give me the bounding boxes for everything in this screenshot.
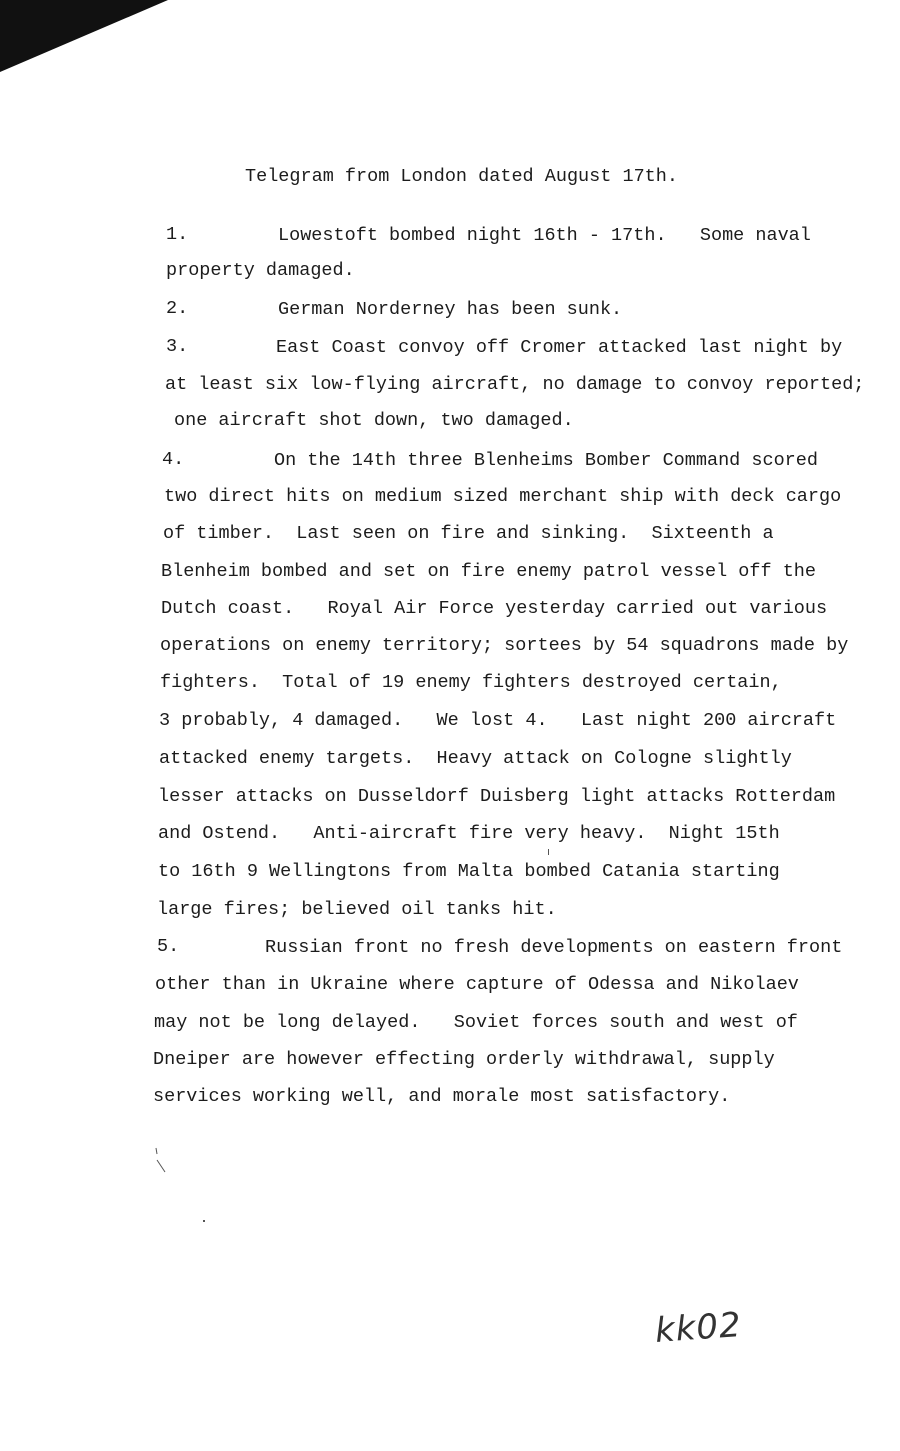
paragraph-number-5: 5. [157, 936, 180, 957]
paragraph-4-line-9: attacked enemy targets. Heavy attack on Cologne slightly [159, 748, 792, 769]
paragraph-number-3: 3. [166, 336, 189, 357]
paragraph-5-line-3: may not be long delayed. Soviet forces south and west of [154, 1012, 798, 1033]
paragraph-4-line-6: operations on enemy territory; sortees by 54 squadrons made by [160, 635, 849, 656]
scan-speck [548, 849, 549, 855]
paragraph-4-line-10: lesser attacks on Dusseldorf Duisberg light attacks Rotterdam [158, 786, 836, 807]
paragraph-number-1: 1. [166, 224, 189, 245]
paragraph-4-line-11: and Ostend. Anti-aircraft fire very heavy. Night 15th [158, 823, 780, 844]
paragraph-5-line-1: Russian front no fresh developments on eastern front [265, 937, 843, 958]
paragraph-4-line-1: On the 14th three Blenheims Bomber Command scored [274, 450, 818, 471]
paragraph-number-4: 4. [162, 449, 185, 470]
paragraph-4-line-3: of timber. Last seen on fire and sinking. Sixteenth a [163, 523, 774, 544]
handwritten-reference: kk02 [653, 1305, 743, 1351]
paragraph-4-line-8: 3 probably, 4 damaged. We lost 4. Last night 200 aircraft [159, 710, 837, 731]
paragraph-2-line-1: German Norderney has been sunk. [278, 299, 623, 320]
paragraph-5-line-2: other than in Ukraine where capture of Odessa and Nikolaev [155, 974, 799, 995]
document-title: Telegram from London dated August 17th. [245, 166, 678, 187]
paragraph-5-line-5: services working well, and morale most satisfactory. [153, 1086, 731, 1107]
scan-mark [152, 1146, 172, 1176]
paragraph-5-line-4: Dneiper are however effecting orderly withdrawal, supply [153, 1049, 775, 1070]
paragraph-4-line-4: Blenheim bombed and set on fire enemy patrol vessel off the [161, 561, 817, 582]
paragraph-4-line-5: Dutch coast. Royal Air Force yesterday carried out various [161, 598, 828, 619]
paragraph-4-line-2: two direct hits on medium sized merchant ship with deck cargo [164, 486, 842, 507]
paragraph-4-line-12: to 16th 9 Wellingtons from Malta bombed Catania starting [158, 861, 780, 882]
scan-speck [203, 1220, 205, 1222]
paragraph-number-2: 2. [166, 298, 189, 319]
paragraph-4-line-13: large fires; believed oil tanks hit. [157, 899, 557, 920]
paragraph-3-line-2: at least six low-flying aircraft, no damage to convoy reported; [165, 374, 865, 395]
paragraph-1-line-1: Lowestoft bombed night 16th - 17th. Some naval [278, 225, 811, 246]
scan-corner-shadow [0, 0, 170, 75]
paragraph-3-line-1: East Coast convoy off Cromer attacked last night by [276, 337, 843, 358]
paragraph-3-line-3: one aircraft shot down, two damaged. [174, 410, 574, 431]
paragraph-1-line-2: property damaged. [166, 260, 355, 281]
paragraph-4-line-7: fighters. Total of 19 enemy fighters destroyed certain, [160, 672, 782, 693]
